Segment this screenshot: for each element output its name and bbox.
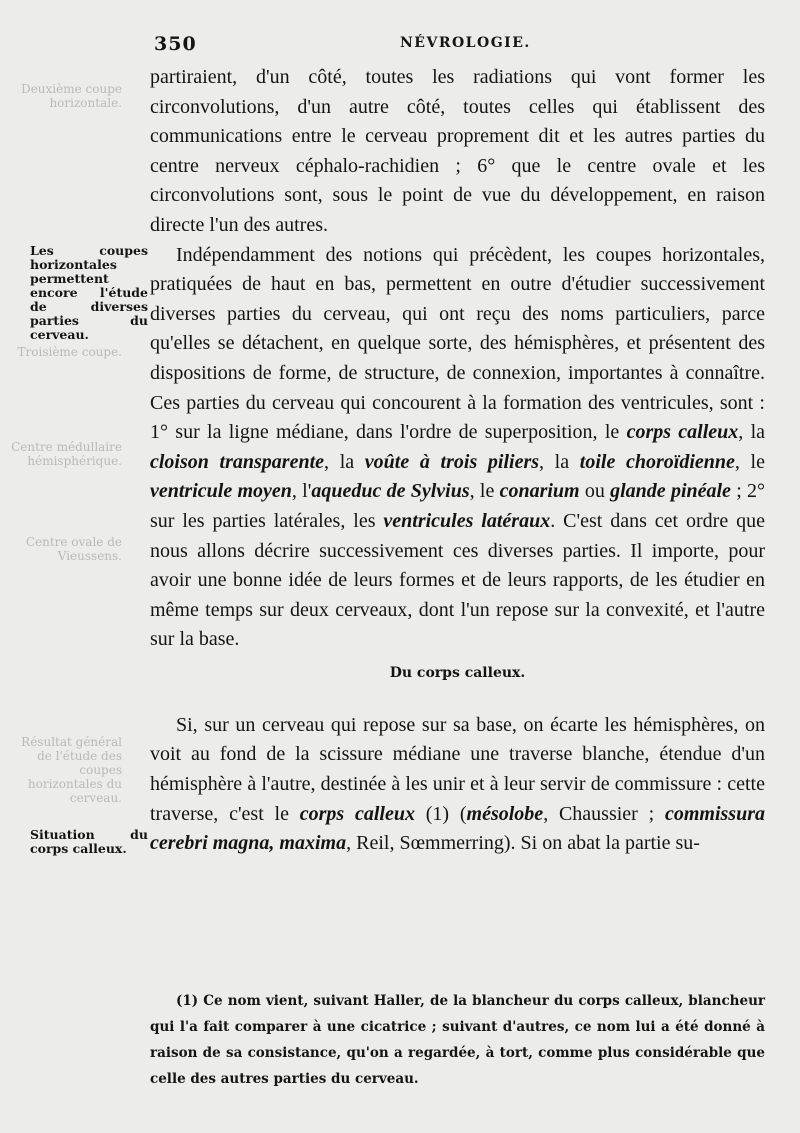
bleed-through-note-5: Résultat général de l'étude des coupes horizontales du cerveau. <box>21 735 122 805</box>
page-number: 350 <box>154 33 197 55</box>
margin-note-horizontal-sections: Les coupes horizontales permettent encore l'étude de diverses parties du cerveau. <box>30 243 148 342</box>
running-title: NÉVROLOGIE. <box>400 35 531 51</box>
bleed-through-note-4: Centre ovale de Vieussens. <box>25 535 122 563</box>
paragraph-2: Indépendamment des notions qui précèdent, les coupes horizontales, pratiquées de haut en bas, permettent en outre d'étudier successivement diverses parties du cerveau, qui ont reçu des noms particuliers, parce qu'elles se détachent, en quelque sorte, des hémisphères, et présentent des dispositions de forme, de structure, de connexion, importantes à connaître. Ces parties du cerveau qui concourent à la formation des ventricules, sont : 1° sur la ligne médiane, dans l'ordre de superposition, le corps calleux, la cloison transparente, la voûte à trois piliers, la toile choroïdienne, le ventricule moyen, l'aqueduc de Sylvius, le conarium ou glande pinéale ; 2° sur les parties latérales, les ventricules latéraux. C'est dans cet ordre que nous allons décrire successivement ces diverses parties. Il importe, pour avoir une bonne idée de leurs formes et de leurs rapports, de les étudier en même temps sur deux cerveaux, dont l'un repose sur la convexité, et l'autre sur la base. <box>150 243 766 651</box>
bleed-through-note-2: Troisième coupe. <box>17 345 122 359</box>
running-head <box>150 33 770 55</box>
footnote-text: (1) Ce nom vient, suivant Haller, de la blancheur du corps calleux, blancheur qui l'a fait comparer à une cicatrice ; suivant d'autres, ce nom lui a été donné à raison de sa consistance, qu'on a regardée, à tort, comme plus considérable que celle des autres parties du cerveau. <box>150 993 765 1087</box>
margin-note-corpus-callosum-location: Situation du corps calleux. <box>30 827 148 856</box>
bleed-through-note-1: Deuxième coupe horizontale. <box>21 82 122 110</box>
paragraph-3: Si, sur un cerveau qui repose sur sa base, on écarte les hémisphères, on voit au fond de la scissure médiane une traverse blanche, étendue d'un hémisphère à l'autre, destinée à les unir et à leur servir de commissure : cette traverse, c'est le corps calleux (1) (mésolobe, Chaussier ; commissura cerebri magna, maxima, Reil, Sœmmerring). Si on abat la partie su- <box>150 713 765 855</box>
footnote <box>150 988 765 1092</box>
paragraph-1: partiraient, d'un côté, toutes les radiations qui vont former les circonvolutions, d'un autre côté, toutes celles qui établissent des communications entre le cerveau proprement dit et les autres parties du centre nerveux céphalo-rachidien ; 6° que le centre ovale et les circonvolutions sont, sous le point de vue du développement, en raison directe l'un des autres. <box>150 66 765 236</box>
section-heading: Du corps calleux. <box>389 664 526 681</box>
main-text <box>150 63 765 859</box>
bleed-through-note-3: Centre médullaire hémisphérique. <box>11 440 122 468</box>
